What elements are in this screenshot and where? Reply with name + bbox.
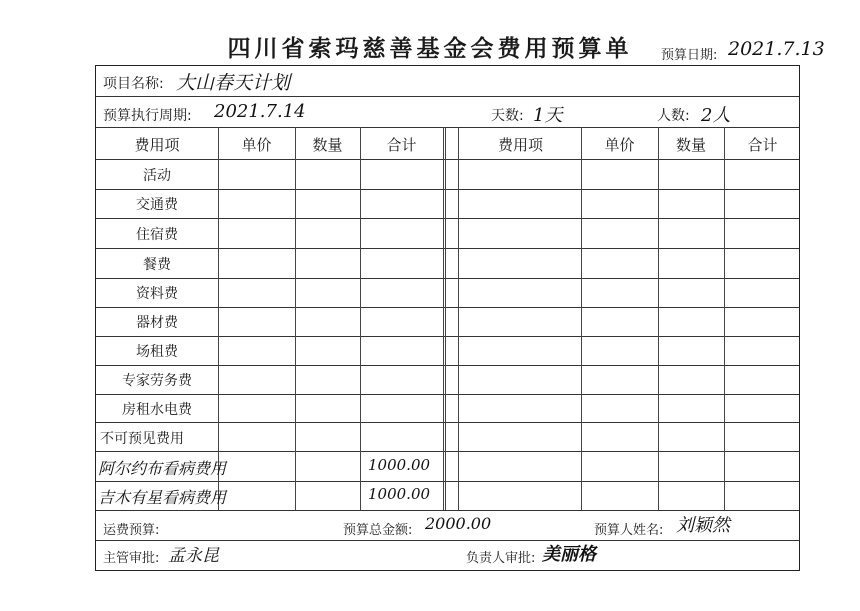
budget-date-value: 2021.7.13	[728, 38, 825, 60]
column-divider	[443, 127, 446, 510]
header-unit-price-left: 单价	[241, 136, 272, 154]
header-quantity-right: 数量	[675, 136, 706, 154]
expense-row-label: 资料费	[136, 286, 178, 302]
column-rule	[724, 127, 725, 510]
period-label: 预算执行周期:	[103, 108, 192, 124]
form-sheet	[95, 65, 800, 571]
expense-row-total: 1000.00	[368, 456, 431, 474]
budget-person-label: 预算人姓名:	[594, 523, 664, 538]
total-amount-value: 2000.00	[425, 514, 492, 533]
header-unit-price-right: 单价	[604, 136, 635, 154]
header-quantity-left: 数量	[312, 136, 343, 154]
responsible-approval-label: 负责人审批:	[466, 551, 536, 566]
rule	[96, 248, 799, 249]
responsible-signature: 美丽格	[542, 544, 596, 565]
rule	[96, 365, 799, 366]
project-value: 大山春天计划	[176, 72, 291, 94]
header-total-left: 合计	[386, 136, 417, 154]
people-value: 2人	[701, 105, 731, 126]
supervisor-signature: 孟永昆	[168, 546, 219, 566]
expense-row-label: 不可预见费用	[100, 431, 184, 447]
column-rule	[458, 127, 459, 510]
header-item-right: 费用项	[497, 136, 543, 154]
column-rule	[218, 127, 219, 510]
expense-row-label: 场租费	[136, 344, 178, 360]
expense-row-label: 房租水电费	[122, 402, 192, 418]
rule	[96, 96, 799, 97]
project-label: 项目名称:	[103, 76, 164, 92]
expense-row-label: 器材费	[136, 315, 178, 331]
expense-row-label: 吉木有星看病费用	[98, 488, 227, 507]
column-rule	[658, 127, 659, 510]
budget-person-signature: 刘颖然	[676, 515, 730, 536]
rule	[96, 394, 799, 395]
rule	[96, 127, 799, 128]
header-total-right: 合计	[747, 136, 778, 154]
rule	[96, 159, 799, 160]
rule	[96, 451, 799, 452]
total-amount-label: 预算总金额:	[343, 523, 413, 538]
people-label: 人数:	[657, 108, 690, 124]
column-rule	[360, 127, 361, 510]
expense-row-label: 餐费	[143, 257, 171, 273]
rule	[96, 422, 799, 423]
expense-row-label: 交通费	[136, 197, 178, 213]
expense-row-label: 专家劳务费	[122, 373, 192, 389]
freight-budget-label: 运费预算:	[103, 523, 160, 538]
rule	[96, 336, 799, 337]
rule	[96, 189, 799, 190]
budget-date-label: 预算日期:	[661, 48, 718, 63]
period-value: 2021.7.14	[214, 101, 306, 122]
column-rule	[581, 127, 582, 510]
form-title: 四川省索玛慈善基金会费用预算单	[227, 35, 633, 62]
header-item-left: 费用项	[134, 136, 180, 154]
rule	[96, 278, 799, 279]
rule	[96, 481, 799, 482]
rule	[96, 307, 799, 308]
expense-row-label: 阿尔约布看病费用	[98, 459, 227, 478]
days-label: 天数:	[491, 108, 524, 124]
column-rule	[295, 127, 296, 510]
rule	[96, 218, 799, 219]
days-value: 1天	[533, 105, 563, 126]
expense-row-total: 1000.00	[368, 485, 431, 503]
supervisor-approval-label: 主管审批:	[103, 551, 160, 566]
expense-row-label: 住宿费	[136, 227, 178, 243]
expense-row-label: 活动	[143, 168, 171, 184]
